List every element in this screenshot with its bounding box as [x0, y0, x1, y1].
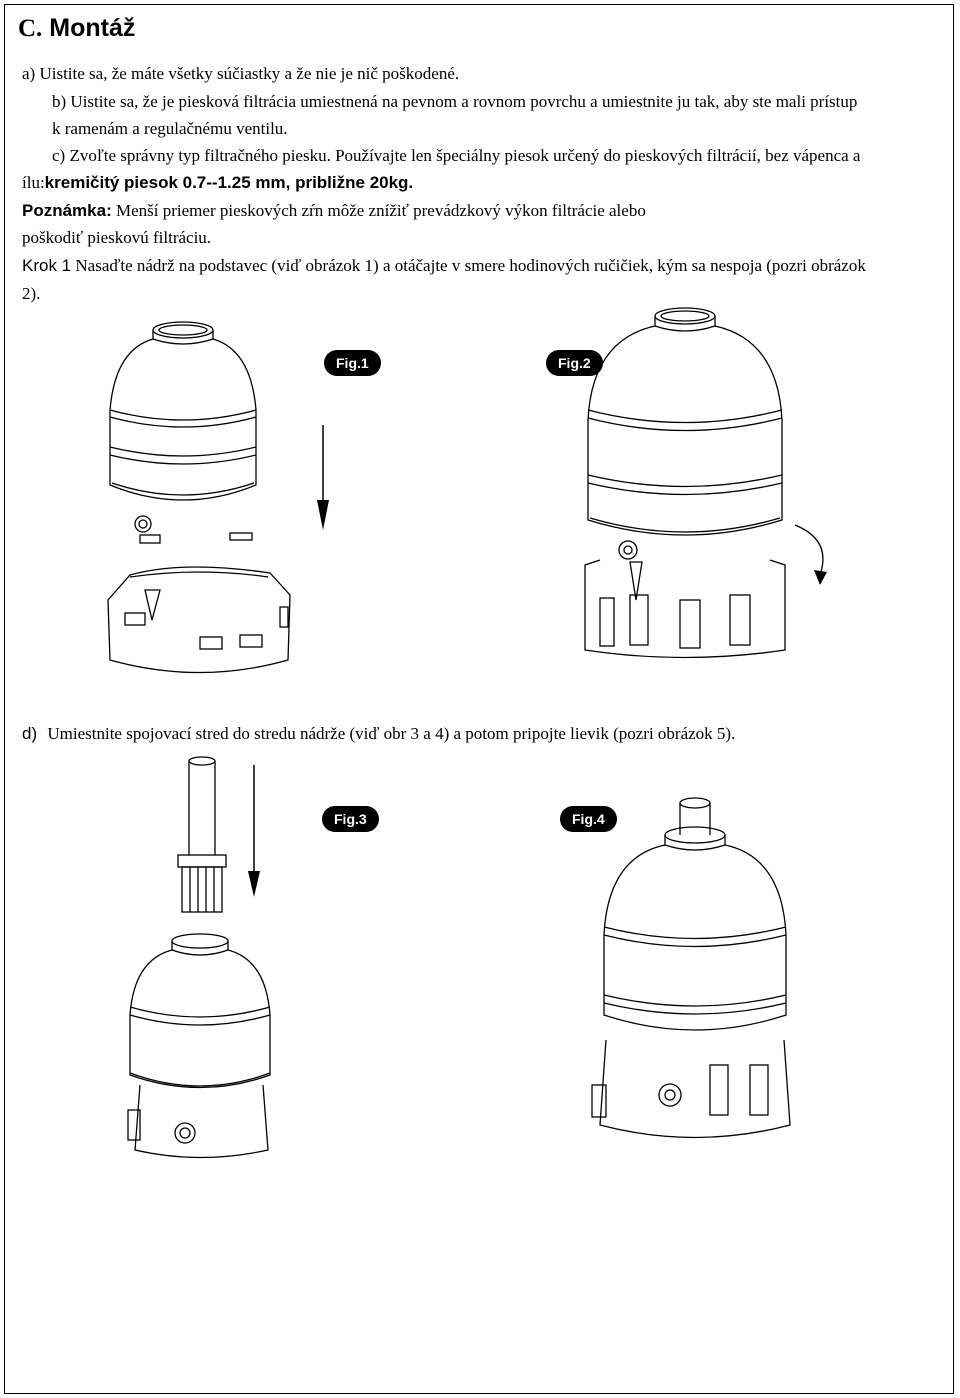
step-label: Krok 1 — [22, 256, 72, 275]
fig2-illustration — [570, 300, 840, 660]
arrow-down-icon — [248, 765, 260, 897]
note-text: Menší priemer pieskových zŕn môže znížiť prevádzkový výkon filtrácie alebo — [116, 201, 646, 220]
item-d-text: Umiestnite spojovací stred do stredu nádrže (viď obr 3 a 4) a potom pripojte lievik (pozri obrázok 5). — [47, 724, 736, 743]
step-line1 — [22, 256, 866, 276]
item-b-line1: b) Uistite sa, že je piesková filtrácia umiestnená na pevnom a rovnom povrchu a umiestnite ju tak, aby ste mali prístup — [52, 92, 858, 111]
item-c-prefix: ílu: — [22, 173, 45, 192]
item-c-line2 — [22, 173, 413, 193]
note-line2: poškodiť pieskovú filtráciu. — [22, 228, 212, 247]
section-title — [18, 14, 135, 43]
arrow-down-icon — [317, 425, 329, 530]
fig2-label: Fig.2 — [546, 350, 603, 376]
step-line2: 2). — [22, 284, 41, 303]
item-d-label: d) — [22, 724, 38, 743]
note-line1 — [22, 201, 646, 221]
rotate-arrow-icon — [795, 525, 827, 585]
note-label: Poznámka: — [22, 201, 112, 220]
fig4-illustration — [590, 795, 820, 1175]
fig3-illustration — [120, 755, 290, 1165]
sand-spec: kremičitý piesok 0.7--1.25 mm, približne 20kg. — [44, 173, 414, 192]
fig4-label: Fig.4 — [560, 806, 617, 832]
step-text: Nasaďte nádrž na podstavec (viď obrázok 1) a otáčajte v smere hodinových ručičiek, kým sa nespoja (pozri obrázok — [75, 256, 866, 275]
section-letter: C. — [18, 15, 43, 42]
item-c-line1: c) Zvoľte správny typ filtračného piesku. Používajte len špeciálny piesok určený do pieskových filtrácií, bez vápenca a — [52, 146, 861, 165]
item-a: a) Uistite sa, že máte všetky súčiastky a že nie je nič poškodené. — [22, 64, 460, 83]
item-b-line2: k ramenám a regulačnému ventilu. — [52, 119, 288, 138]
item-d — [22, 724, 735, 744]
fig1-illustration — [90, 315, 350, 675]
fig3-label: Fig.3 — [322, 806, 379, 832]
fig1-label: Fig.1 — [324, 350, 381, 376]
section-heading: Montáž — [49, 14, 136, 42]
